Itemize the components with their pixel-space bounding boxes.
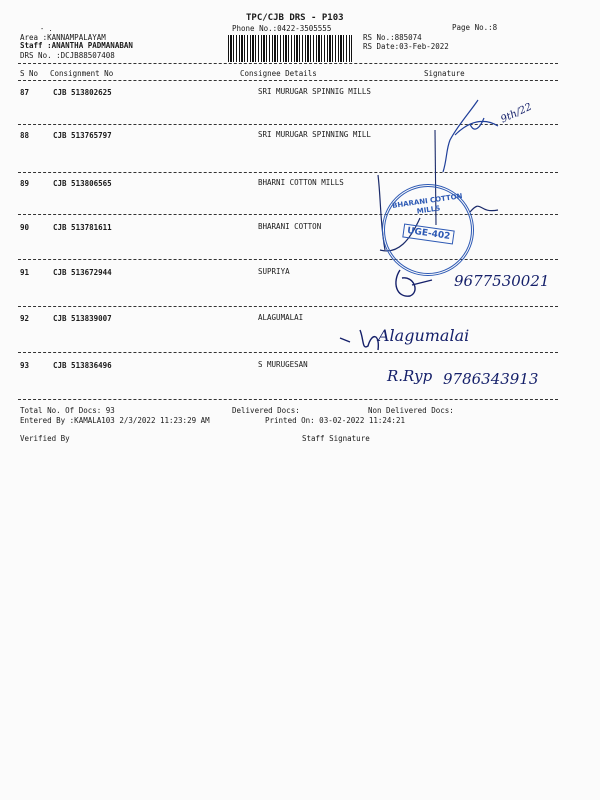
signature-stroke-90	[470, 206, 498, 212]
handwritten-phone-2: 9786343913	[443, 370, 539, 388]
row-consignee: SRI MURUGAR SPINNING MILL	[258, 130, 371, 139]
header-marks: - .	[40, 25, 53, 33]
row-sno: 89	[20, 179, 30, 188]
drs-number: DRS No. :DCJB88507408	[20, 51, 115, 60]
company-stamp	[382, 184, 474, 276]
col-consignment: Consignment No	[50, 69, 114, 78]
signature-stroke-top	[443, 100, 498, 172]
row-consignment: CJB 513839007	[53, 314, 112, 323]
delivered-docs: Delivered Docs:	[232, 406, 300, 415]
handwritten-name: Alagumalai	[378, 326, 470, 345]
row-consignment: CJB 513806565	[53, 179, 112, 188]
handwritten-phone-1: 9677530021	[454, 272, 550, 290]
rs-date: RS Date:03-Feb-2022	[363, 42, 449, 51]
entered-by: Entered By :KAMALA103 2/3/2022 11:23:29 AM	[20, 416, 210, 425]
row-consignee: SRI MURUGAR SPINNIG MILLS	[258, 87, 371, 96]
row-sno: 93	[20, 361, 30, 370]
page-number: Page No.:8	[452, 23, 498, 32]
row-consignment: CJB 513765797	[53, 131, 112, 140]
staff-signature-label: Staff Signature	[302, 434, 370, 443]
handwritten-scribble: 9th/22	[499, 101, 534, 126]
area-label: Area :KANNAMPALAYAM	[20, 33, 106, 42]
row-consignee: BHARANI COTTON	[258, 222, 322, 231]
row-consignment: CJB 513802625	[53, 88, 112, 97]
row-consignment: CJB 513672944	[53, 268, 112, 277]
row-sno: 87	[20, 88, 30, 97]
row-consignee: SUPRIYA	[258, 267, 290, 276]
staff-label: Staff :ANANTHA PADMANABAN	[20, 41, 133, 50]
row-consignee: ALAGUMALAI	[258, 313, 304, 322]
row-sno: 88	[20, 131, 30, 140]
stamp-text: BHARANI COTTON MILLS	[391, 192, 463, 216]
document-title: TPC/CJB DRS - P103	[246, 13, 344, 23]
row-consignee: S MURUGESAN	[258, 360, 308, 369]
signature-stroke-92	[340, 330, 378, 350]
row-consignee: BHARNI COTTON MILLS	[258, 178, 344, 187]
stamp-code: UGE-402	[402, 223, 455, 244]
col-consignee: Consignee Details	[240, 69, 317, 78]
total-docs: Total No. Of Docs: 93	[20, 406, 115, 415]
phone-number: Phone No.:0422-3505555	[232, 24, 332, 33]
non-delivered-docs: Non Delivered Docs:	[368, 406, 454, 415]
row-consignment: CJB 513781611	[53, 223, 112, 232]
rs-number: RS No.:885074	[363, 33, 422, 42]
verified-by: Verified By	[20, 434, 70, 443]
row-sno: 90	[20, 223, 30, 232]
row-sno: 92	[20, 314, 30, 323]
col-signature: Signature	[424, 69, 465, 78]
row-sno: 91	[20, 268, 30, 277]
row-consignment: CJB 513836496	[53, 361, 112, 370]
handwritten-initials: R.Ryp	[387, 367, 433, 385]
printed-on: Printed On: 03-02-2022 11:24:21	[265, 416, 405, 425]
col-sno: S No	[20, 69, 39, 78]
